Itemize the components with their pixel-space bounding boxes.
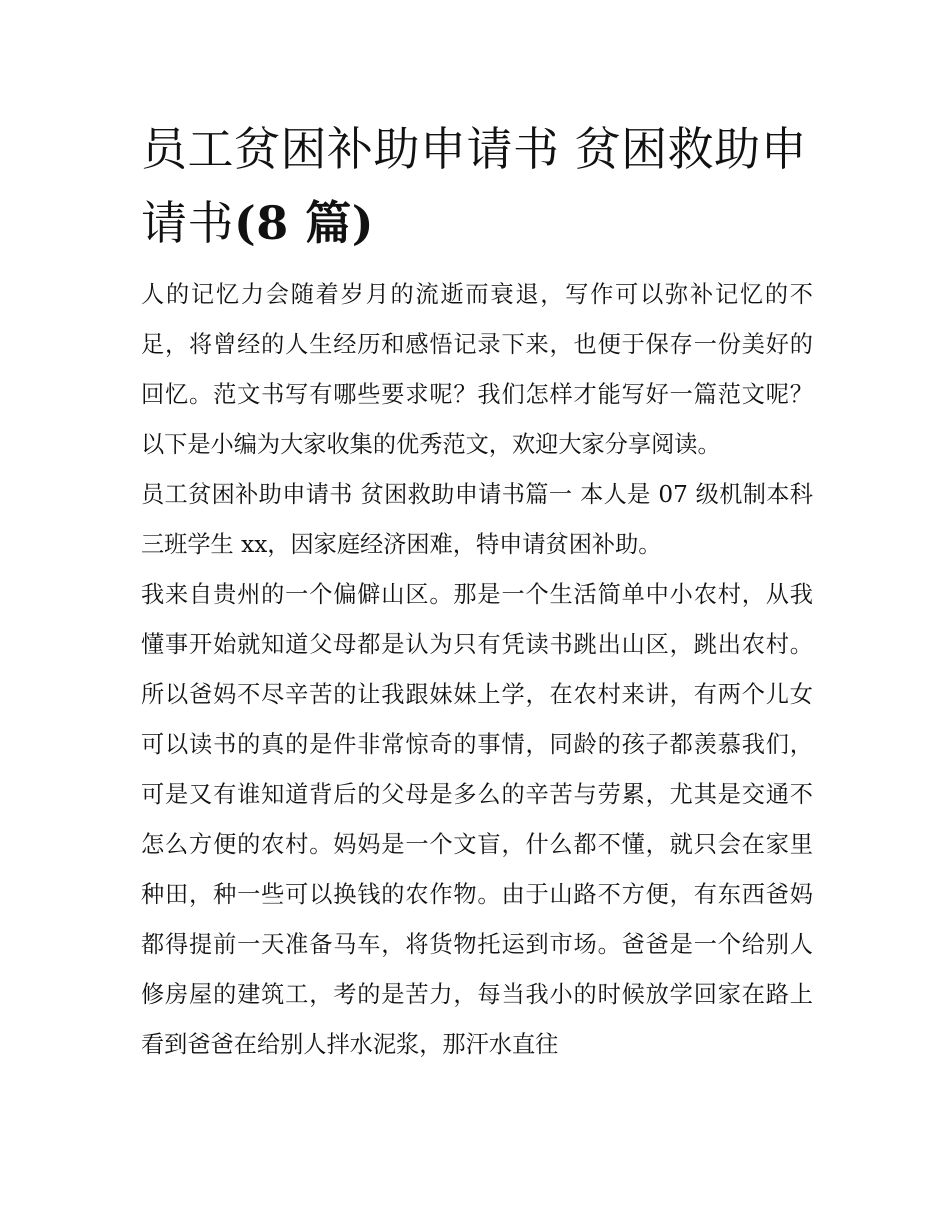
document-title (141, 112, 813, 260)
paragraph-application: 员工贫困补助申请书 贫困救助申请书篇一 本人是 07 级机制本科三班学生 xx，因家庭经济困难，特申请贫困补助。 (141, 481, 813, 558)
paragraph-intro: 人的记忆力会随着岁月的流逝而衰退，写作可以弥补记忆的不足，将曾经的人生经历和感悟记录下来，也便于保存一份美好的回忆。范文书写有哪些要求呢？我们怎样才能写好一篇范文呢？以下是小编为大家收集的优秀范文，欢迎大家分享阅读。 (141, 281, 813, 458)
title-suffix: (8 篇) (234, 196, 375, 250)
document-body (141, 112, 813, 1070)
paragraph-background: 我来自贵州的一个偏僻山区。那是一个生活简单中小农村，从我懂事开始就知道父母都是认为只有凭读书跳出山区，跳出农村。所以爸妈不尽辛苦的让我跟妹妹上学，在农村来讲，有两个儿女可以读书的真的是件非常惊奇的事情，同龄的孩子都羡慕我们，可是又有谁知道背后的父母是多么的辛苦与劳累，尤其是交通不怎么方便的农村。妈妈是一个文盲，什么都不懂，就只会在家里种田，种一些可以换钱的农作物。由于山路不方便，有东西爸妈都得提前一天准备马车，将货物托运到市场。爸爸是一个给别人修房屋的建筑工，考的是苦力，每当我小的时候放学回家在路上看到爸爸在给别人拌水泥浆，那汗水直往 (141, 581, 813, 1058)
title-main: 员工贫困补助申请书 贫困救助申请书 (141, 122, 808, 250)
